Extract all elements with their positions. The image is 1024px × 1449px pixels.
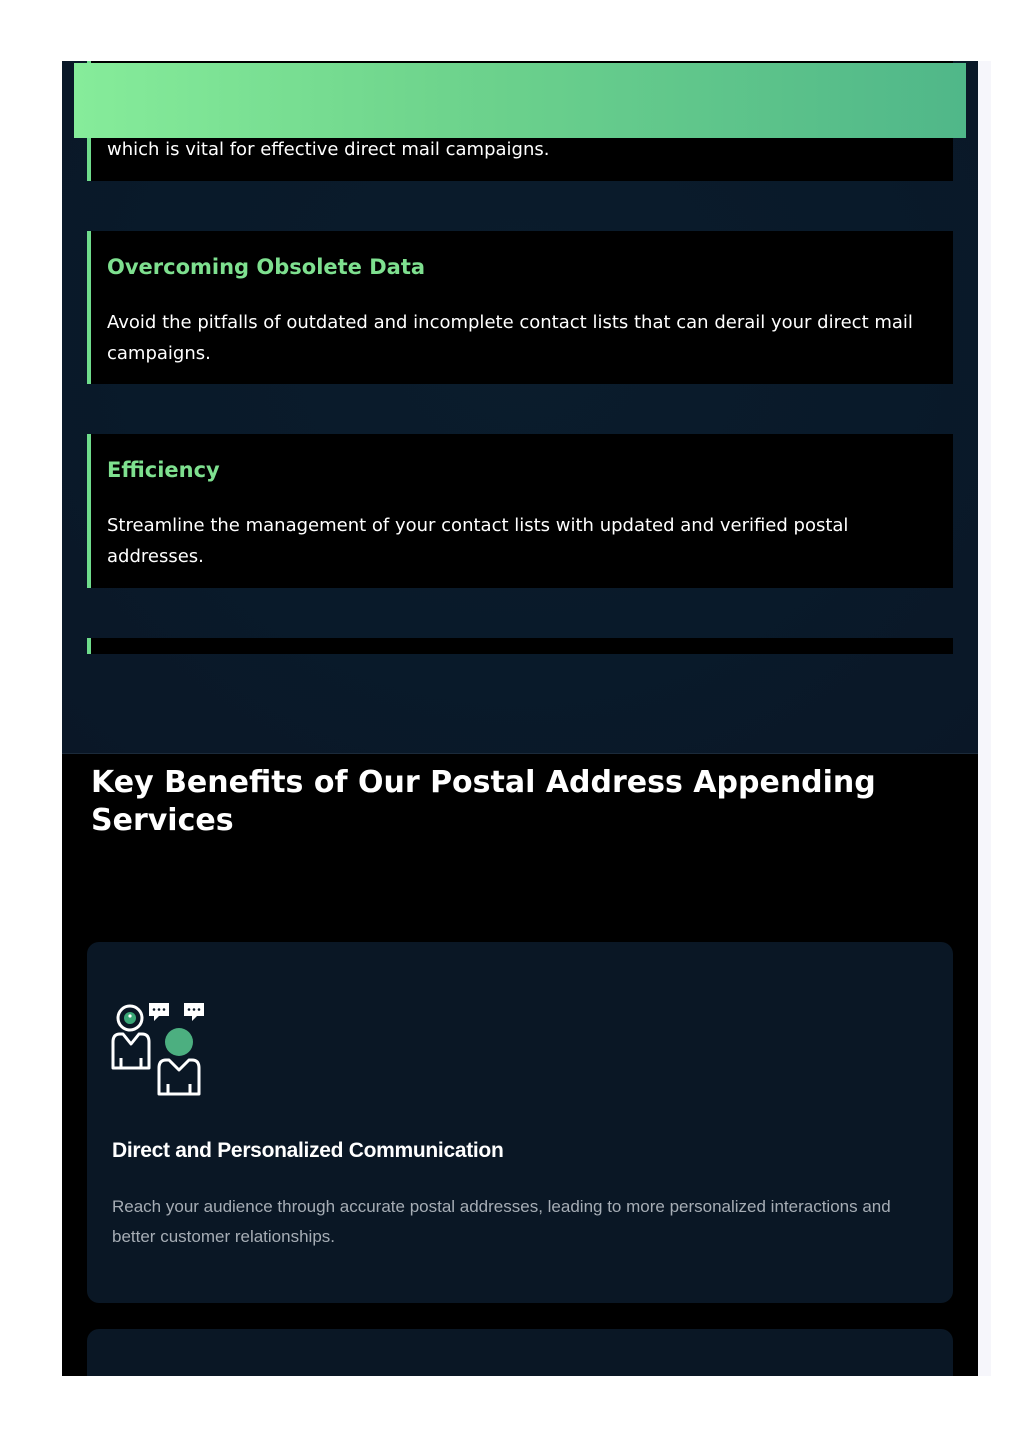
benefit-card-next-partial [87,1329,953,1376]
challenge-card-efficiency [87,434,953,588]
sticky-header-banner [74,63,966,138]
challenges-section [62,61,978,754]
challenge-card-obsolete-data [87,231,953,384]
people-conversation-icon [109,1000,213,1104]
benefit-card-body: Reach your audience through accurate postal addresses, leading to more personalized interactions and better customer relationships. [112,1197,891,1246]
benefits-section-title: Key Benefits of Our Postal Address Appending Services [91,765,876,838]
challenge-card-partial-text: which is vital for effective direct mail campaigns. [107,139,550,160]
challenge-card-body: Avoid the pitfalls of outdated and incomplete contact lists that can derail your direct mail campaigns. [107,312,913,364]
challenge-card-title: Overcoming Obsolete Data [107,255,426,279]
challenge-card-title: Efficiency [107,458,220,482]
benefit-card-direct-communication [87,942,953,1303]
challenge-card-body: Streamline the management of your contact lists with updated and verified postal addresses. [107,515,849,567]
benefit-card-title: Direct and Personalized Communication [112,1139,504,1162]
scrollbar-track[interactable] [978,61,991,1376]
page-frame [62,61,978,1376]
challenge-card-next-partial [87,638,953,654]
